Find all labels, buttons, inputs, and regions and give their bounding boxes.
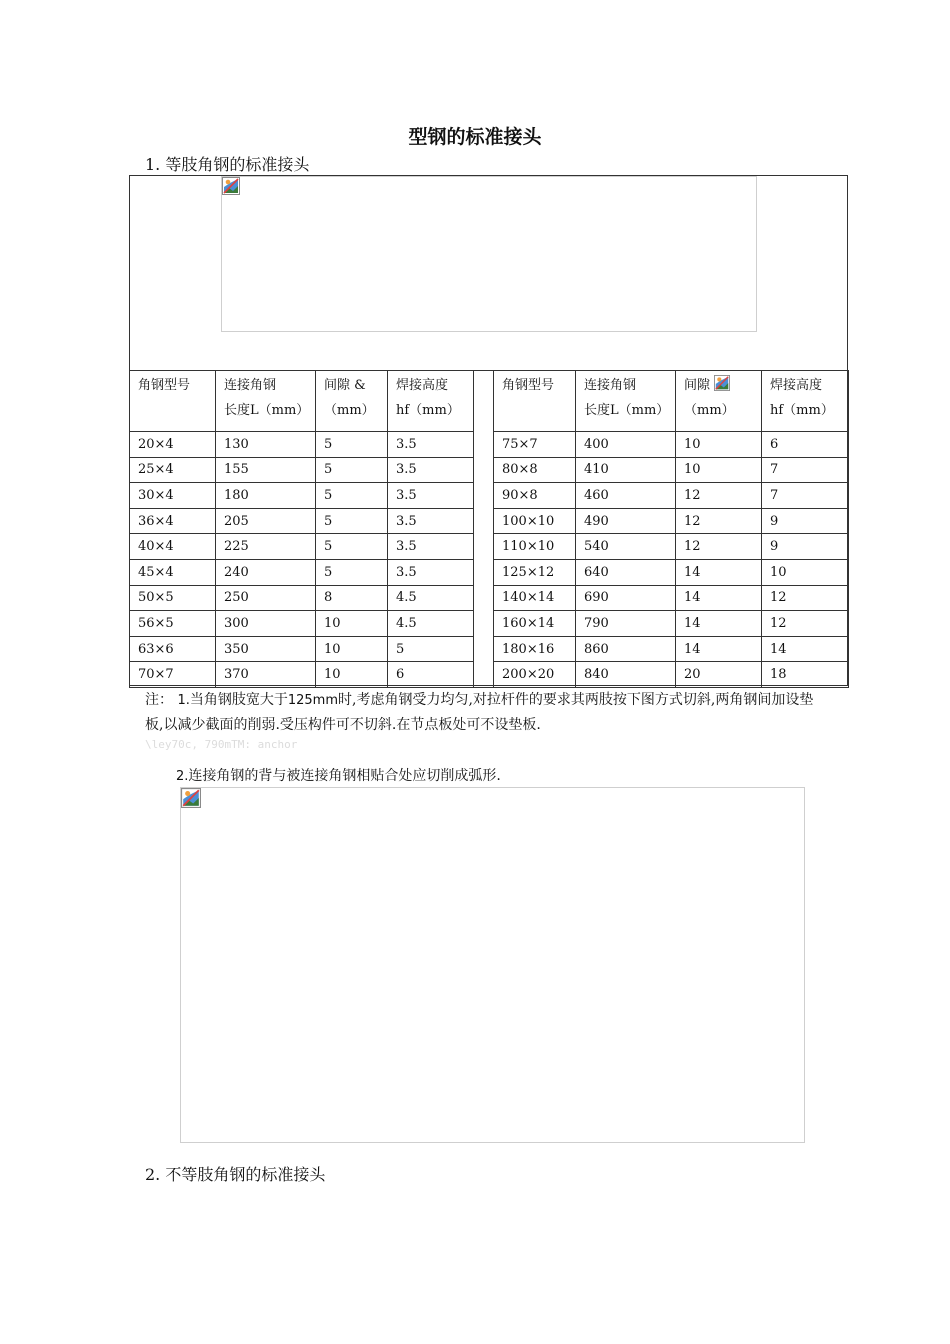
table-cell: 12 [762, 585, 849, 611]
table-cell: 840 [576, 662, 676, 688]
table-cell: 70×7 [130, 662, 216, 688]
table-cell: 160×14 [494, 611, 576, 637]
table-cell: 56×5 [130, 611, 216, 637]
table-cell: 10 [676, 457, 762, 483]
table-cell: 20 [676, 662, 762, 688]
table-cell: 100×10 [494, 508, 576, 534]
table-cell: 14 [676, 611, 762, 637]
table-cell: 12 [676, 508, 762, 534]
note-1: 注： 1.当角钢肢宽大于125mm时,考虑角钢受力均匀,对拉杆件的要求其两肢按下图方式切斜,两角钢间加设垫板,以减少截面的削弱.受压构件可不切斜.在节点板处可不设垫板. [145, 692, 814, 733]
table-cell: 9 [762, 508, 849, 534]
table-cell: 3.5 [388, 559, 474, 585]
broken-image-icon [181, 788, 201, 808]
col-header: 角钢型号 [130, 371, 216, 432]
angle-steel-table [129, 370, 849, 688]
joint-diagram-image [221, 176, 757, 332]
table-cell: 5 [316, 432, 388, 458]
table-cell: 6 [762, 432, 849, 458]
table-cell: 10 [762, 559, 849, 585]
table-cell: 3.5 [388, 534, 474, 560]
arc-cut-diagram-image [180, 787, 805, 1143]
broken-image-icon [714, 375, 730, 391]
col-header: 连接角钢 长度L（mm） [216, 371, 316, 432]
table-cell: 14 [676, 636, 762, 662]
table-cell: 200×20 [494, 662, 576, 688]
table-cell: 12 [676, 534, 762, 560]
table-cell: 63×6 [130, 636, 216, 662]
table-cell: 75×7 [494, 432, 576, 458]
table-cell: 20×4 [130, 432, 216, 458]
table-cell: 4.5 [388, 611, 474, 637]
table-cell: 7 [762, 457, 849, 483]
table-cell: 3.5 [388, 432, 474, 458]
table-cell: 50×5 [130, 585, 216, 611]
table-cell: 540 [576, 534, 676, 560]
table-cell: 490 [576, 508, 676, 534]
table-cell: 10 [316, 662, 388, 688]
table-cell: 12 [762, 611, 849, 637]
table-cell: 790 [576, 611, 676, 637]
table-cell: 5 [316, 534, 388, 560]
table-cell: 6 [388, 662, 474, 688]
table-cell: 400 [576, 432, 676, 458]
table-cell: 300 [216, 611, 316, 637]
table-cell: 410 [576, 457, 676, 483]
table-cell: 350 [216, 636, 316, 662]
table-cell: 110×10 [494, 534, 576, 560]
table-cell: 18 [762, 662, 849, 688]
table-cell: 130 [216, 432, 316, 458]
table-cell: 5 [316, 483, 388, 509]
table-cell: 690 [576, 585, 676, 611]
table-cell: 180 [216, 483, 316, 509]
table-cell: 10 [316, 636, 388, 662]
table-cell: 860 [576, 636, 676, 662]
table-cell: 10 [316, 611, 388, 637]
table-cell: 8 [316, 585, 388, 611]
table-cell: 14 [676, 585, 762, 611]
table-cell: 240 [216, 559, 316, 585]
broken-image-icon [222, 177, 240, 195]
table-cell: 5 [316, 559, 388, 585]
table-cell: 5 [316, 508, 388, 534]
note-2: 2.连接角钢的背与被连接角钢相贴合处应切削成弧形. [176, 768, 501, 784]
table-cell: 12 [676, 483, 762, 509]
table-cell: 4.5 [388, 585, 474, 611]
table-cell: 205 [216, 508, 316, 534]
table-cell: 36×4 [130, 508, 216, 534]
table-cell: 155 [216, 457, 316, 483]
table-cell: 9 [762, 534, 849, 560]
table-cell: 225 [216, 534, 316, 560]
table-cell: 14 [676, 559, 762, 585]
table-cell: 125×12 [494, 559, 576, 585]
table-cell: 40×4 [130, 534, 216, 560]
table-cell: 80×8 [494, 457, 576, 483]
table-cell: 3.5 [388, 457, 474, 483]
table-cell: 14 [762, 636, 849, 662]
table-cell: 250 [216, 585, 316, 611]
faint-caption: \ley70c, 790mTM: anchor [145, 738, 298, 751]
table-cell: 5 [388, 636, 474, 662]
col-header: 间隙 （mm） [676, 371, 762, 432]
col-header: 连接角钢 长度L（mm） [576, 371, 676, 432]
table-cell: 10 [676, 432, 762, 458]
table-cell: 180×16 [494, 636, 576, 662]
table-cell: 140×14 [494, 585, 576, 611]
table-header-row [130, 371, 849, 432]
table-cell: 90×8 [494, 483, 576, 509]
table-cell: 30×4 [130, 483, 216, 509]
table-cell: 3.5 [388, 508, 474, 534]
table-cell: 45×4 [130, 559, 216, 585]
table-cell: 5 [316, 457, 388, 483]
column-gap [474, 371, 494, 688]
col-header: 焊接高度 hf（mm） [388, 371, 474, 432]
col-header: 角钢型号 [494, 371, 576, 432]
col-header: 焊接高度 hf（mm） [762, 371, 849, 432]
table-cell: 370 [216, 662, 316, 688]
page-title: 型钢的标准接头 [408, 126, 542, 148]
table-cell: 7 [762, 483, 849, 509]
section-heading-2: 2. 不等肢角钢的标准接头 [145, 1165, 326, 1184]
table-cell: 640 [576, 559, 676, 585]
table-cell: 3.5 [388, 483, 474, 509]
table-cell: 25×4 [130, 457, 216, 483]
section-heading-1: 1. 等肢角钢的标准接头 [145, 155, 310, 174]
col-header: 间隙 & （mm） [316, 371, 388, 432]
table-cell: 460 [576, 483, 676, 509]
